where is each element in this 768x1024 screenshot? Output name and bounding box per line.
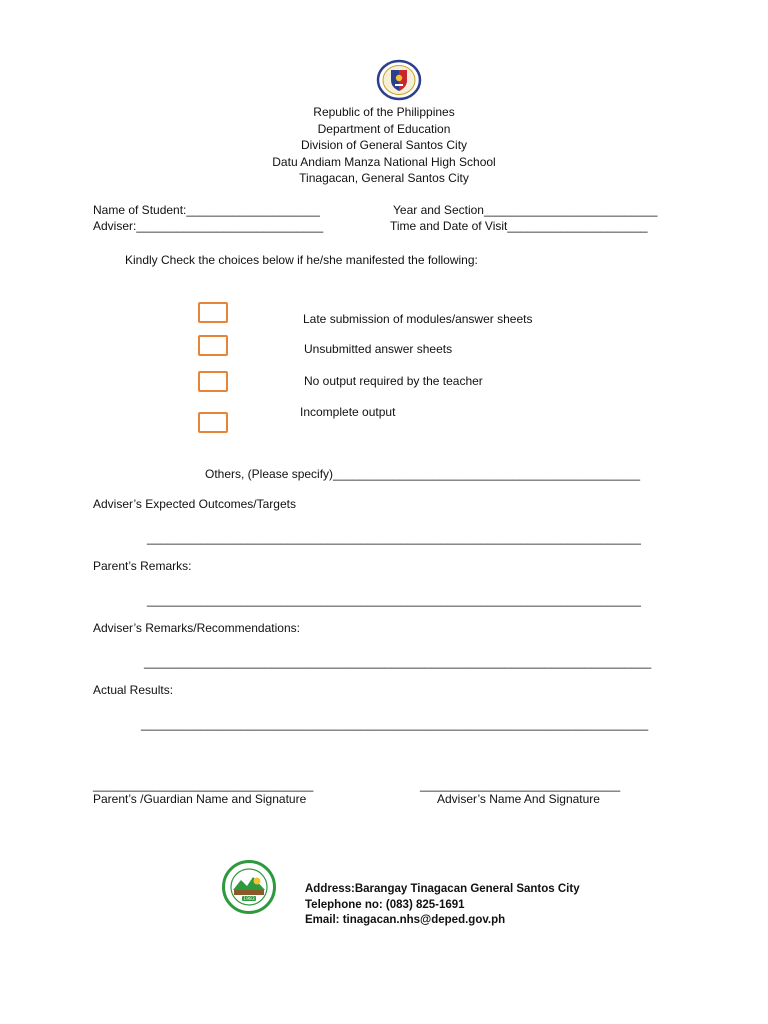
checkbox-late-submission[interactable]	[198, 302, 228, 323]
deped-seal-icon	[376, 59, 422, 101]
checkbox-unsubmitted-answer-sheets[interactable]	[198, 335, 228, 356]
parents-remarks-label: Parent’s Remarks:	[93, 559, 192, 573]
logo-year-text: 1983	[243, 897, 255, 902]
contact-footer	[305, 882, 580, 929]
name-of-student-field[interactable]: Name of Student:____________________	[93, 203, 320, 217]
header-line-republic: Republic of the Philippines	[313, 105, 455, 119]
adviser-signature-label: Adviser’s Name And Signature	[437, 792, 600, 806]
header-line-division: Division of General Santos City	[300, 138, 468, 152]
footer-address: Address:Barangay Tinagacan General Santos City	[305, 883, 580, 895]
instruction-text: Kindly Check the choices below if he/she manifested the following:	[125, 253, 478, 267]
expected-outcomes-label: Adviser’s Expected Outcomes/Targets	[93, 497, 296, 511]
advisers-remarks-label: Adviser’s Remarks/Recommendations:	[93, 621, 300, 635]
school-logo-icon	[222, 860, 276, 914]
footer-telephone: Telephone no: (083) 825-1691	[305, 898, 465, 911]
footer-email: Email: tinagacan.nhs@deped.gov.ph	[305, 914, 506, 926]
choice-label-incomplete-output: Incomplete output	[300, 405, 396, 419]
actual-results-label: Actual Results:	[93, 683, 174, 697]
adviser-field[interactable]: Adviser:____________________________	[93, 219, 324, 233]
parent-signature-line[interactable]: _________________________________	[93, 778, 314, 792]
advisers-remarks-line[interactable]: ____________________________________________________________________________	[144, 655, 652, 669]
year-and-section-field[interactable]: Year and Section__________________________	[393, 203, 658, 217]
parents-remarks-line[interactable]: __________________________________________________________________________	[147, 593, 641, 607]
adviser-signature-line[interactable]: ______________________________	[420, 778, 621, 792]
actual-results-line[interactable]: ____________________________________________________________________________	[141, 717, 649, 731]
time-and-date-field[interactable]: Time and Date of Visit_____________________	[390, 219, 648, 233]
checkbox-no-output[interactable]	[198, 371, 228, 392]
choice-label-unsubmitted-answer-sheets: Unsubmitted answer sheets	[304, 342, 453, 356]
choice-label-late-submission: Late submission of modules/answer sheets	[303, 312, 533, 326]
header-line-school: Datu Andiam Manza National High School	[272, 154, 496, 169]
header-line-address: Tinagacan, General Santos City	[299, 171, 469, 185]
others-field[interactable]: Others, (Please specify)______________________________________________	[205, 467, 641, 481]
parent-signature-label: Parent’s /Guardian Name and Signature	[93, 792, 307, 806]
checkbox-incomplete-output[interactable]	[198, 412, 228, 433]
expected-outcomes-line[interactable]: __________________________________________________________________________	[147, 531, 641, 545]
header-line-department: Department of Education	[317, 121, 451, 136]
document-header	[0, 104, 768, 187]
choice-label-no-output: No output required by the teacher	[304, 374, 483, 388]
